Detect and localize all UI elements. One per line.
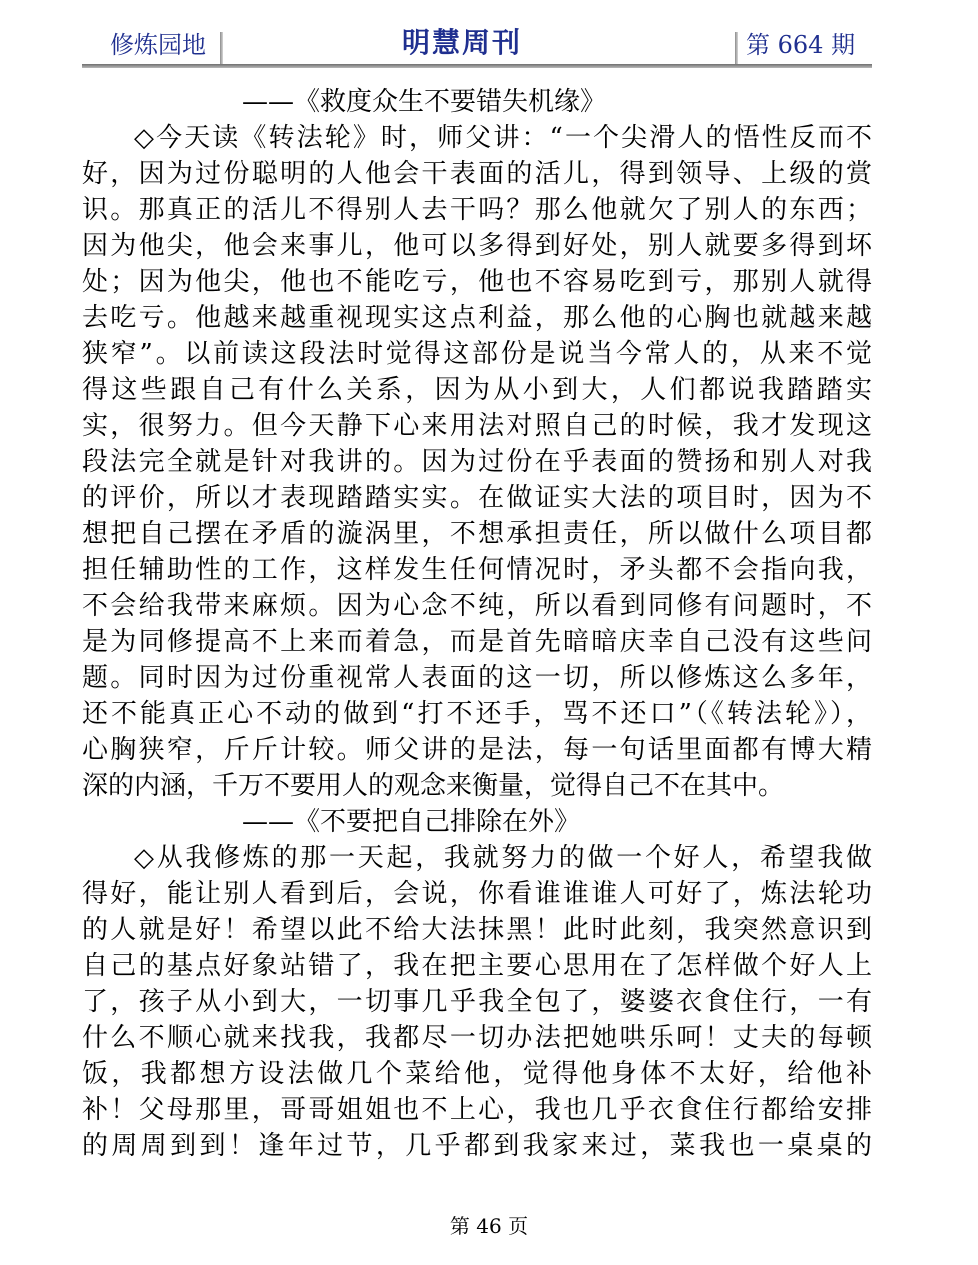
- text-line: 了，孩子从小到大，一切事几乎我全包了，婆婆衣食住行，一有: [82, 987, 872, 1017]
- publication-title: 明慧周刊: [402, 26, 523, 59]
- text-line: 段法完全就是针对我讲的。因为过份在乎表面的赞扬和别人对我: [82, 447, 872, 477]
- text-line: 因为他尖，他会来事儿，他可以多得到好处，别人就要多得到坏: [82, 231, 872, 261]
- article-body: [82, 84, 872, 1164]
- text-line: 不会给我带来麻烦。因为心念不纯，所以看到同修有问题时，不: [82, 591, 872, 621]
- text-line: ◇从我修炼的那一天起，我就努力的做一个好人，希望我做: [134, 843, 872, 873]
- text-line: 深的内涵，千万不要用人的观念来衡量，觉得自己不在其中。: [82, 771, 785, 801]
- text-line: 的评价，所以才表现踏踏实实。在做证实大法的项目时，因为不: [82, 483, 872, 513]
- text-line: 什么不顺心就来找我，我都尽一切办法把她哄乐呵！丈夫的每顿: [82, 1023, 872, 1053]
- header-divider-left: [220, 32, 223, 66]
- text-line: 心胸狭窄，斤斤计较。师父讲的是法，每一句话里面都有博大精: [82, 735, 872, 765]
- text-line: 补！父母那里，哥哥姐姐也不上心，我也几乎衣食住行都给安排: [82, 1095, 872, 1125]
- text-line: 实，很努力。但今天静下心来用法对照自己的时候，我才发现这: [82, 411, 872, 441]
- text-line: 担任辅助性的工作，这样发生任何情况时，矛头都不会指向我，: [82, 555, 872, 585]
- header-divider-right: [735, 32, 738, 66]
- header-section-name: 修炼园地: [110, 31, 206, 59]
- text-line: 的周周到到！逢年过节，几乎都到我家来过，菜我也一桌桌的: [82, 1131, 872, 1161]
- text-line: 好，因为过份聪明的人他会干表面的活儿，得到领导、上级的赏: [82, 159, 872, 189]
- text-line: 识。那真正的活儿不得别人去干吗？那么他就欠了别人的东西；: [82, 195, 872, 225]
- text-line: 的人就是好！希望以此不给大法抹黑！此时此刻，我突然意识到: [82, 915, 872, 945]
- text-line: 还不能真正心不动的做到“打不还手，骂不还口”（《转法轮》），: [82, 699, 872, 729]
- text-line: 题。同时因为过份重视常人表面的这一切，所以修炼这么多年，: [82, 663, 872, 693]
- citation-line: ——《不要把自己排除在外》: [242, 807, 581, 837]
- text-line: 狭窄”。以前读这段法时觉得这部份是说当今常人的，从来不觉: [82, 339, 872, 369]
- page-number: 第 46 页: [449, 1214, 529, 1238]
- text-line: 自己的基点好象站错了，我在把主要心思用在了怎样做个好人上: [82, 951, 872, 981]
- text-line: 饭，我都想方设法做几个菜给他，觉得他身体不太好，给他补: [82, 1059, 872, 1089]
- issue-number: 第 664 期: [746, 31, 856, 59]
- text-line: 是为同修提高不上来而着急，而是首先暗暗庆幸自己没有这些问: [82, 627, 872, 657]
- text-line: 处；因为他尖，他也不能吃亏，他也不容易吃到亏，那别人就得: [82, 267, 872, 297]
- text-line: 想把自己摆在矛盾的漩涡里，不想承担责任，所以做什么项目都: [82, 519, 872, 549]
- text-line: 去吃亏。他越来越重视现实这点利益，那么他的心胸也就越来越: [82, 303, 872, 333]
- text-line: 得这些跟自己有什么关系，因为从小到大，人们都说我踏踏实: [82, 375, 872, 405]
- text-line: 得好，能让别人看到后，会说，你看谁谁谁人可好了，炼法轮功: [82, 879, 872, 909]
- header-rule: [82, 64, 872, 68]
- text-line: ◇今天读《转法轮》时，师父讲：“一个尖滑人的悟性反而不: [134, 123, 872, 153]
- page-header: [82, 22, 872, 68]
- citation-line: ——《救度众生不要错失机缘》: [242, 87, 607, 117]
